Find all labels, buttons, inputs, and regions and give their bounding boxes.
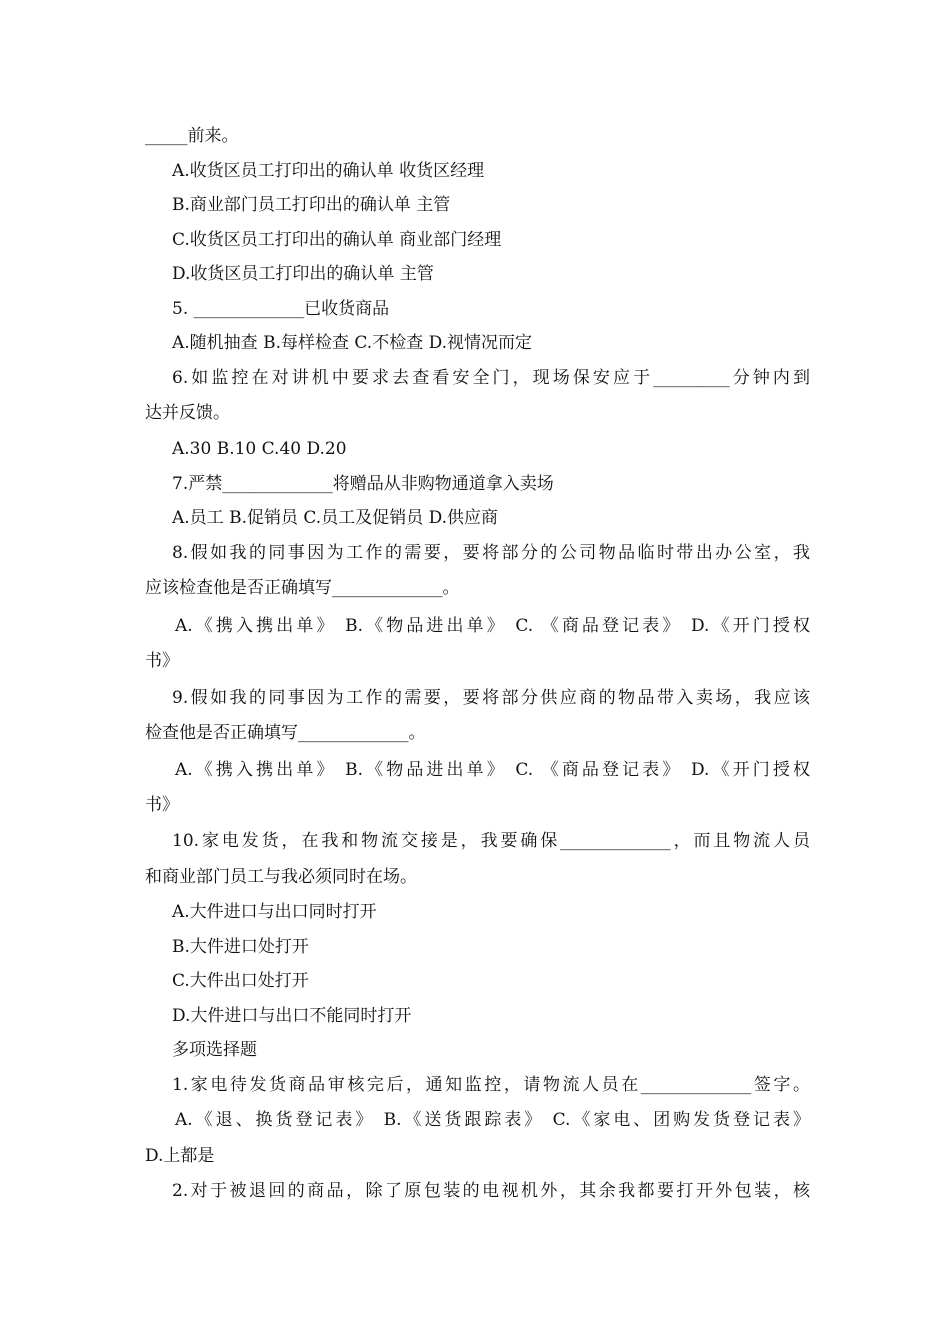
option-line: A.员工 B.促销员 C.员工及促销员 D.供应商 xyxy=(172,508,499,528)
text-line: 书》 xyxy=(145,651,179,671)
option-line: A.随机抽查 B.每样检查 C.不检查 D.视情况而定 xyxy=(172,333,533,353)
text-line: 书》 xyxy=(145,795,179,815)
question-line: 10.家电发货，在我和物流交接是，我要确保_____________，而且物流人员 xyxy=(172,831,810,851)
option-line: A.30 B.10 C.40 D.20 xyxy=(172,439,347,459)
section-heading: 多项选择题 xyxy=(172,1040,257,1060)
option-line: B.商业部门员工打印出的确认单 主管 xyxy=(172,195,451,215)
option-line: A.收货区员工打印出的确认单 收货区经理 xyxy=(172,161,485,181)
question-line: 2.对于被退回的商品，除了原包装的电视机外，其余我都要打开外包装，核 xyxy=(172,1181,810,1201)
option-line: D.大件进口与出口不能同时打开 xyxy=(172,1006,412,1026)
option-line: A.《退、换货登记表》 B.《送货跟踪表》 C.《家电、团购发货登记表》 xyxy=(175,1110,810,1130)
option-line: C.大件出口处打开 xyxy=(172,971,309,991)
question-line: 5. _____________已收货商品 xyxy=(172,299,390,319)
text-line: 检查他是否正确填写_____________。 xyxy=(145,723,426,743)
question-line: 1.家电待发货商品审核完后，通知监控，请物流人员在_____________签字。 xyxy=(172,1075,810,1095)
option-line: B.大件进口处打开 xyxy=(172,937,309,957)
option-line: D.收货区员工打印出的确认单 主管 xyxy=(172,264,434,284)
text-line: _____前来。 xyxy=(145,126,239,146)
option-line: A.《携入携出单》 B.《物品进出单》 C. 《商品登记表》 D.《开门授权 xyxy=(175,616,810,636)
question-line: 7.严禁_____________将赠品从非购物通道拿入卖场 xyxy=(172,474,554,494)
option-line: C.收货区员工打印出的确认单 商业部门经理 xyxy=(172,230,502,250)
text-line: 应该检查他是否正确填写_____________。 xyxy=(145,578,460,598)
text-line: D.上都是 xyxy=(145,1146,215,1166)
question-line: 9.假如我的同事因为工作的需要，要将部分供应商的物品带入卖场，我应该 xyxy=(172,688,810,708)
question-line: 8.假如我的同事因为工作的需要，要将部分的公司物品临时带出办公室，我 xyxy=(172,543,810,563)
option-line: A.《携入携出单》 B.《物品进出单》 C. 《商品登记表》 D.《开门授权 xyxy=(175,760,810,780)
text-line: 和商业部门员工与我必须同时在场。 xyxy=(145,867,417,887)
question-line: 6.如监控在对讲机中要求去查看安全门，现场保安应于_________分钟内到 xyxy=(172,368,810,388)
text-line: 达并反馈。 xyxy=(145,403,230,423)
option-line: A.大件进口与出口同时打开 xyxy=(172,902,377,922)
